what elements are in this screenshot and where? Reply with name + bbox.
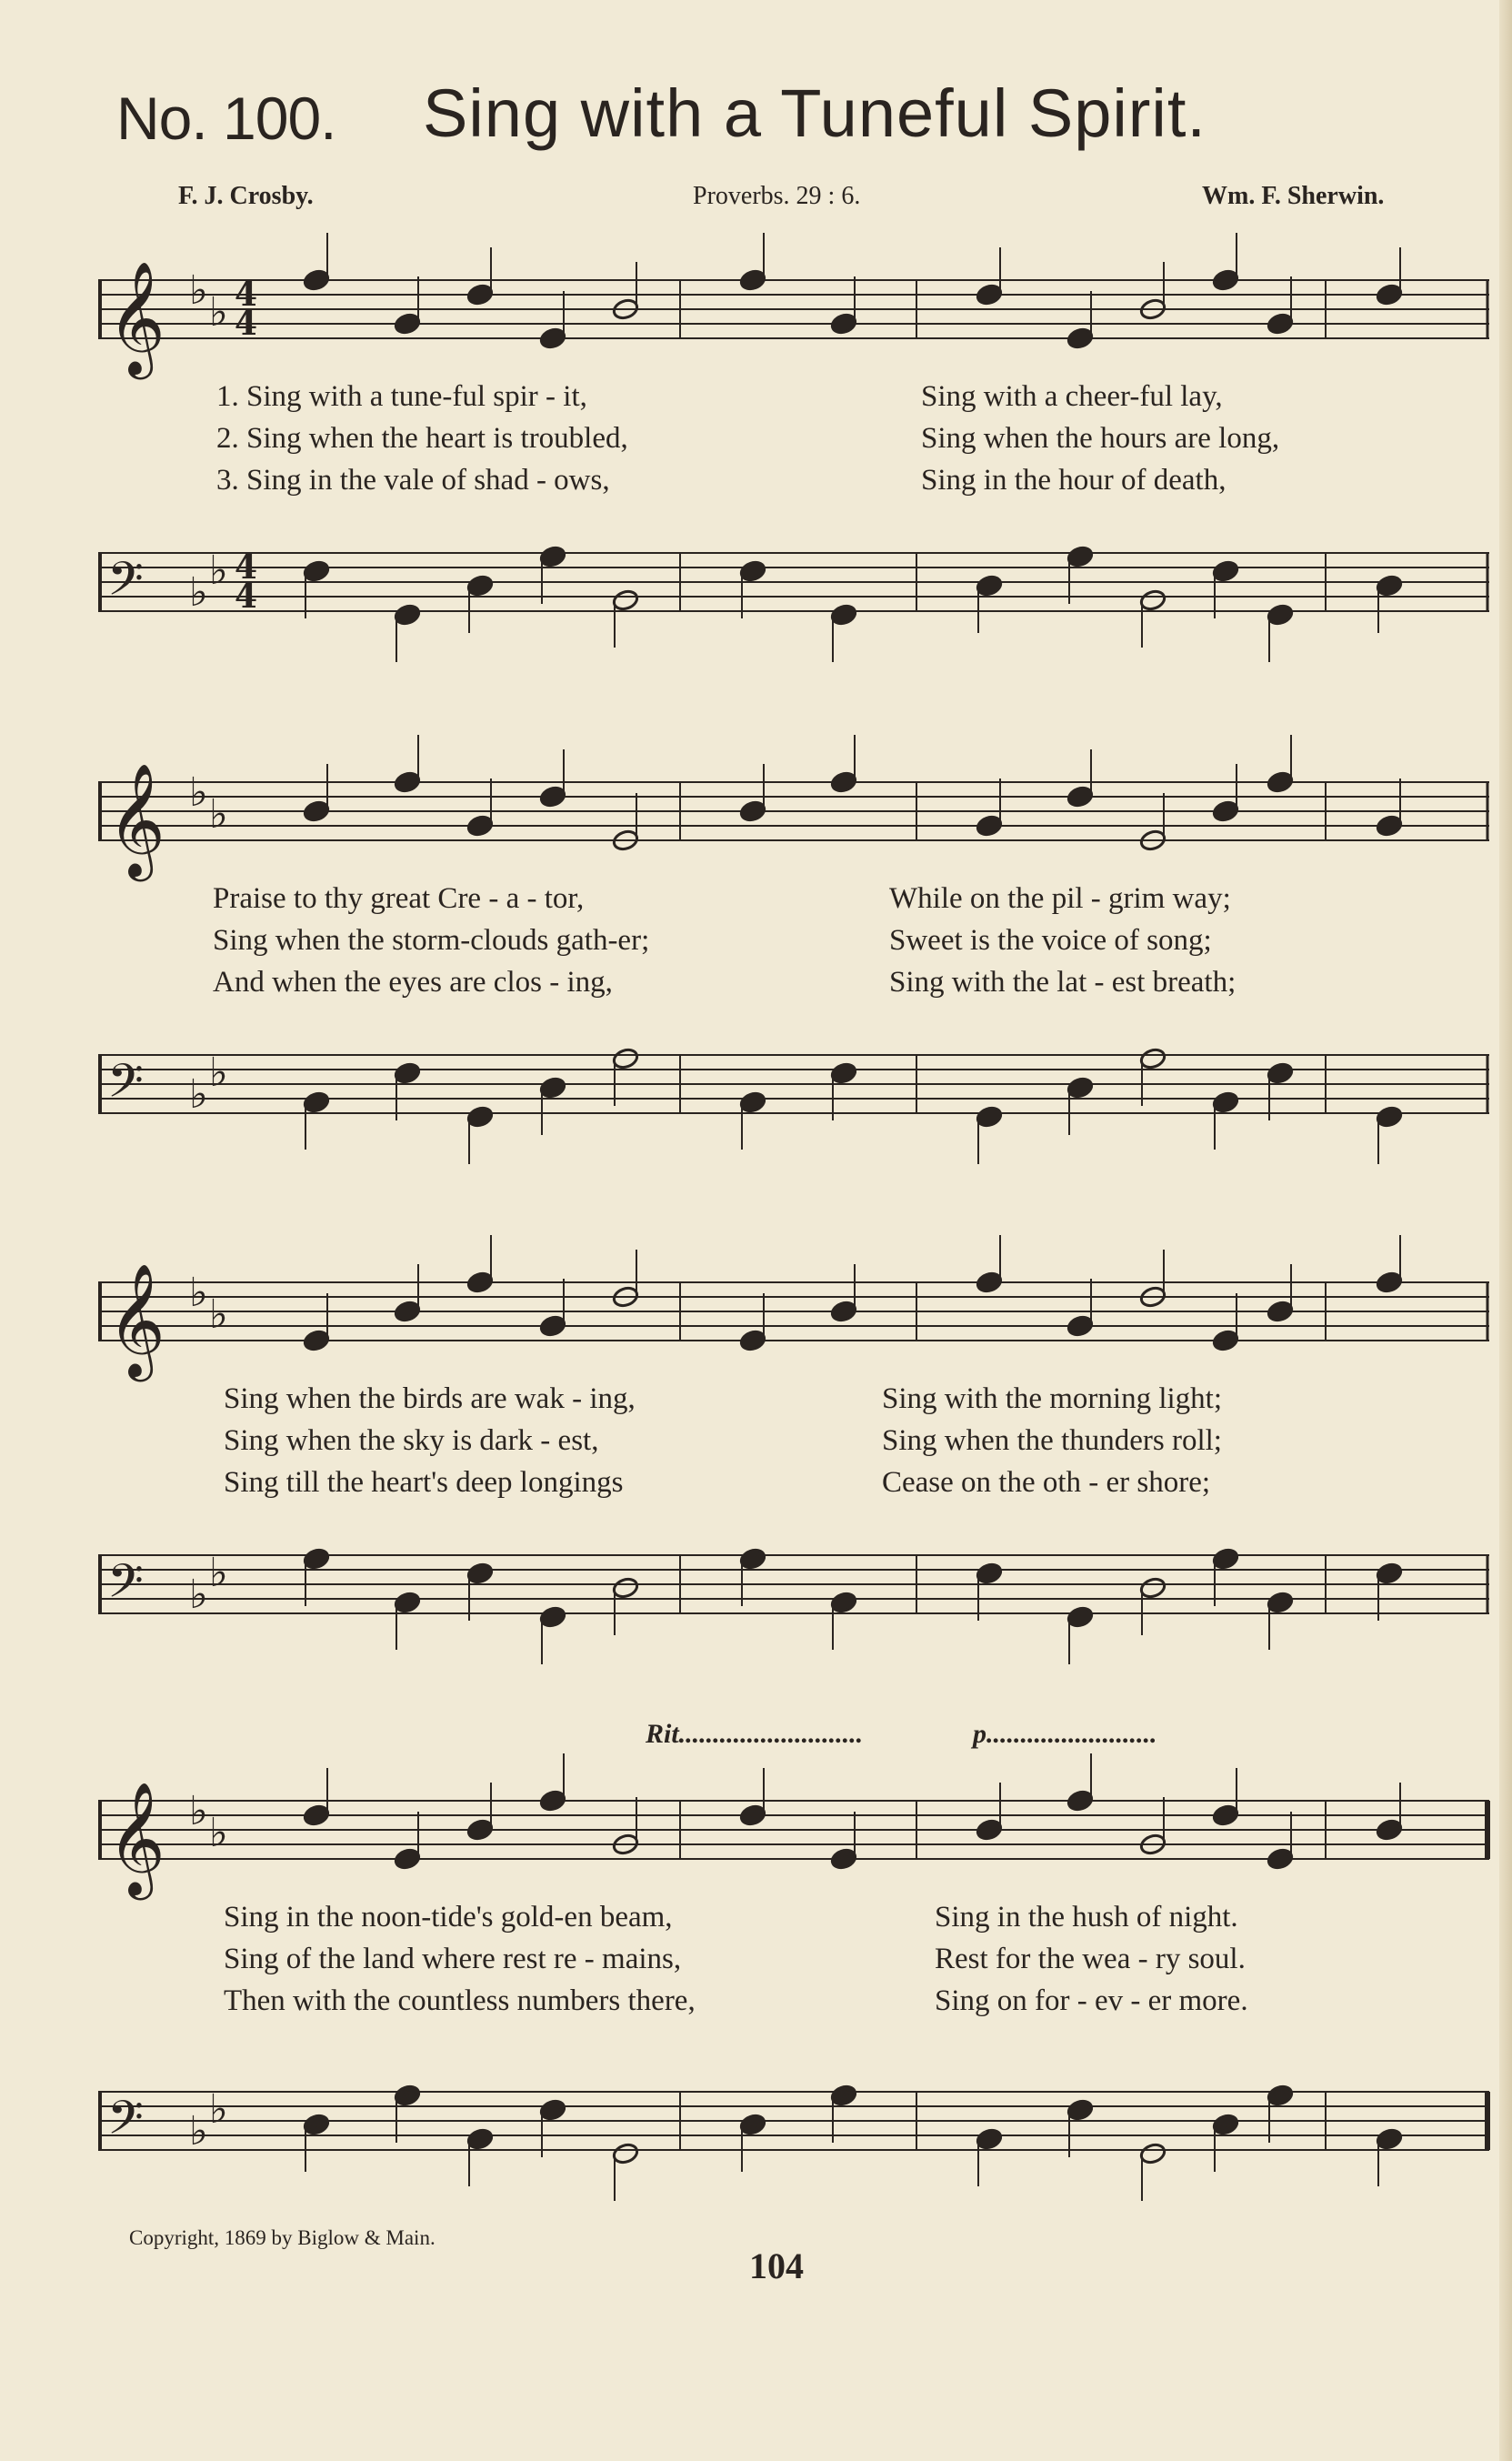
lyric-phrase-b: Sweet is the voice of song;	[889, 924, 1212, 957]
note-head	[1066, 545, 1095, 568]
lyric-line-verse-2	[98, 1943, 1489, 1979]
note-head	[1267, 312, 1295, 336]
treble-clef-icon: 𝄞	[107, 1263, 165, 1377]
flat-icon: ♭	[209, 791, 228, 838]
lyric-phrase-b: Sing in the hush of night.	[935, 1901, 1238, 1934]
lyric-line-verse-1	[98, 380, 1489, 417]
note-head	[394, 770, 422, 794]
time-signature-digit: 4	[235, 578, 258, 616]
lyric-phrase-a: Sing in the noon-tide's gold-en beam,	[224, 1901, 673, 1934]
lyric-phrase-a: Sing when the sky is dark - est,	[224, 1424, 599, 1457]
note-head	[830, 1061, 858, 1085]
lyric-phrase-a: Sing till the heart's deep longings	[224, 1466, 624, 1499]
lyric-phrase-b: Sing when the thunders roll;	[882, 1424, 1222, 1457]
bass-clef-icon: 𝄢	[107, 1553, 144, 1620]
note-head	[1212, 799, 1240, 823]
lyric-line-verse-3	[98, 1466, 1489, 1502]
note-head	[612, 1576, 640, 1600]
note-head	[1267, 603, 1295, 627]
lyric-phrase-b: Sing with the morning light;	[882, 1382, 1223, 1415]
note-head	[739, 559, 767, 583]
lyric-line-verse-3	[98, 966, 1489, 1002]
lyric-line-verse-3	[98, 1984, 1489, 2021]
note-head	[539, 1076, 567, 1100]
note-head	[1376, 1562, 1404, 1585]
note-head	[394, 1300, 422, 1323]
flat-icon: ♭	[189, 1071, 208, 1118]
note-head	[976, 283, 1004, 306]
lyric-phrase-a: Sing of the land where rest re - mains,	[224, 1943, 682, 1975]
note-head	[976, 814, 1004, 838]
note-head	[394, 1061, 422, 1085]
time-signature-digit: 4	[235, 276, 258, 314]
note-head	[830, 1591, 858, 1614]
note-head	[539, 326, 567, 350]
note-head	[976, 1271, 1004, 1294]
note-head	[394, 2084, 422, 2107]
note-head	[739, 1803, 767, 1827]
flat-icon: ♭	[189, 769, 208, 816]
treble-clef-icon: 𝄞	[107, 261, 165, 375]
treble-staff	[98, 1246, 1489, 1382]
treble-staff	[98, 244, 1489, 380]
lyric-phrase-a: 1. Sing with a tune-ful spir - it,	[216, 380, 587, 413]
note-head	[1212, 1329, 1240, 1352]
note-head	[739, 268, 767, 292]
composer-credit: Wm. F. Sherwin.	[1202, 182, 1385, 210]
note-head	[303, 1090, 331, 1114]
note-head	[1212, 2113, 1240, 2136]
note-head	[830, 770, 858, 794]
lyric-line-verse-1	[98, 882, 1489, 919]
note-head	[303, 1547, 331, 1571]
note-head	[1376, 1105, 1404, 1129]
lyric-phrase-a: And when the eyes are clos - ing,	[213, 966, 613, 999]
note-head	[303, 799, 331, 823]
note-head	[1066, 1314, 1095, 1338]
bass-staff	[98, 1519, 1489, 1655]
note-head	[1066, 1605, 1095, 1629]
note-head	[1212, 268, 1240, 292]
lyric-phrase-a: Sing when the birds are wak - ing,	[224, 1382, 636, 1415]
flat-icon: ♭	[209, 1810, 228, 1856]
note-head	[612, 588, 640, 612]
bass-staff	[98, 517, 1489, 653]
flat-icon: ♭	[209, 289, 228, 336]
note-head	[1376, 1271, 1404, 1294]
note-head	[1376, 814, 1404, 838]
note-head	[303, 268, 331, 292]
lyric-phrase-a: 3. Sing in the vale of shad - ows,	[216, 464, 610, 497]
lyricist-credit: F. J. Crosby.	[178, 182, 314, 210]
note-head	[394, 1847, 422, 1871]
lyric-phrase-b: Cease on the oth - er shore;	[882, 1466, 1211, 1499]
flat-icon: ♭	[209, 1050, 228, 1096]
note-head	[830, 1300, 858, 1323]
copyright-notice: Copyright, 1869 by Biglow & Main.	[129, 2226, 436, 2249]
note-head	[1267, 1061, 1295, 1085]
lyric-phrase-b: Rest for the wea - ry soul.	[935, 1943, 1246, 1975]
note-head	[976, 1562, 1004, 1585]
note-head	[612, 2142, 640, 2165]
note-head	[466, 574, 495, 598]
note-head	[394, 1591, 422, 1614]
treble-clef-icon: 𝄞	[107, 763, 165, 877]
note-head	[539, 785, 567, 809]
note-head	[739, 2113, 767, 2136]
page-edge-shadow	[1499, 0, 1512, 2461]
note-head	[1212, 1547, 1240, 1571]
note-head	[466, 2127, 495, 2151]
note-head	[1376, 283, 1404, 306]
note-head	[1066, 326, 1095, 350]
note-head	[303, 2113, 331, 2136]
lyric-phrase-b: Sing with the lat - est breath;	[889, 966, 1237, 999]
time-signature-digit: 4	[235, 548, 258, 587]
note-head	[1139, 1047, 1167, 1070]
note-head	[976, 1105, 1004, 1129]
note-head	[976, 2127, 1004, 2151]
note-head	[466, 814, 495, 838]
note-head	[466, 1818, 495, 1842]
note-head	[1066, 1076, 1095, 1100]
lyric-phrase-a: Praise to thy great Cre - a - tor,	[213, 882, 585, 915]
time-signature-digit: 4	[235, 305, 258, 343]
note-head	[1376, 1818, 1404, 1842]
note-head	[1139, 2142, 1167, 2165]
note-head	[976, 1818, 1004, 1842]
note-head	[466, 1271, 495, 1294]
note-head	[303, 1803, 331, 1827]
bass-clef-icon: 𝄢	[107, 551, 144, 618]
note-head	[830, 603, 858, 627]
note-head	[1267, 1300, 1295, 1323]
note-head	[612, 1047, 640, 1070]
lyric-phrase-b: Sing in the hour of death,	[921, 464, 1227, 497]
flat-icon: ♭	[189, 2108, 208, 2155]
flat-icon: ♭	[209, 2086, 228, 2133]
note-head	[539, 1605, 567, 1629]
flat-icon: ♭	[209, 1291, 228, 1338]
note-head	[1139, 1576, 1167, 1600]
note-head	[1376, 574, 1404, 598]
scripture-reference: Proverbs. 29 : 6.	[693, 182, 861, 210]
lyric-line-verse-2	[98, 1424, 1489, 1461]
note-head	[466, 283, 495, 306]
treble-staff	[98, 1764, 1489, 1901]
note-head	[1267, 1591, 1295, 1614]
lyric-phrase-a: Then with the countless numbers there,	[224, 1984, 696, 2017]
note-head	[1267, 770, 1295, 794]
note-head	[539, 1314, 567, 1338]
note-head	[739, 799, 767, 823]
bass-staff	[98, 1019, 1489, 1155]
treble-staff	[98, 746, 1489, 882]
lyric-phrase-a: Sing when the storm-clouds gath-er;	[213, 924, 650, 957]
note-head	[539, 1789, 567, 1813]
lyric-line-verse-1	[98, 1901, 1489, 1937]
flat-icon: ♭	[189, 1270, 208, 1316]
note-head	[1212, 1803, 1240, 1827]
note-head	[1066, 2098, 1095, 2122]
page-number: 104	[749, 2245, 804, 2286]
note-head	[303, 1329, 331, 1352]
note-head	[466, 1562, 495, 1585]
treble-clef-icon: 𝄞	[107, 1782, 165, 1895]
lyric-phrase-b: Sing with a cheer-ful lay,	[921, 380, 1223, 413]
flat-icon: ♭	[189, 1572, 208, 1618]
hymn-title: Sing with a Tuneful Spirit.	[423, 75, 1207, 151]
flat-icon: ♭	[209, 1550, 228, 1596]
note-head	[1212, 559, 1240, 583]
note-head	[1066, 1789, 1095, 1813]
note-head	[830, 312, 858, 336]
ritardando-marking: Rit...........................	[646, 1719, 864, 1749]
bass-staff	[98, 2055, 1489, 2192]
note-head	[1267, 1847, 1295, 1871]
lyric-phrase-b: Sing when the hours are long,	[921, 422, 1280, 455]
note-head	[1066, 785, 1095, 809]
note-head	[1376, 2127, 1404, 2151]
flat-icon: ♭	[189, 1788, 208, 1834]
note-head	[1139, 588, 1167, 612]
lyric-phrase-a: 2. Sing when the heart is troubled,	[216, 422, 628, 455]
hymn-number: No. 100.	[116, 85, 336, 152]
lyric-line-verse-2	[98, 924, 1489, 960]
note-head	[1267, 2084, 1295, 2107]
note-head	[466, 1105, 495, 1129]
bass-clef-icon: 𝄢	[107, 2090, 144, 2156]
note-head	[1212, 1090, 1240, 1114]
note-head	[539, 2098, 567, 2122]
lyric-line-verse-1	[98, 1382, 1489, 1419]
note-head	[303, 559, 331, 583]
piano-dynamic-marking: p.........................	[973, 1719, 1157, 1749]
flat-icon: ♭	[209, 547, 228, 594]
note-head	[394, 312, 422, 336]
note-head	[976, 574, 1004, 598]
flat-icon: ♭	[189, 267, 208, 314]
flat-icon: ♭	[189, 569, 208, 616]
note-head	[739, 1329, 767, 1352]
note-head	[539, 545, 567, 568]
lyric-line-verse-3	[98, 464, 1489, 500]
lyric-phrase-b: Sing on for - ev - er more.	[935, 1984, 1248, 2017]
note-head	[394, 603, 422, 627]
note-head	[739, 1090, 767, 1114]
note-head	[830, 1847, 858, 1871]
lyric-line-verse-2	[98, 422, 1489, 458]
bass-clef-icon: 𝄢	[107, 1053, 144, 1120]
lyric-phrase-b: While on the pil - grim way;	[889, 882, 1231, 915]
note-head	[739, 1547, 767, 1571]
note-head	[830, 2084, 858, 2107]
